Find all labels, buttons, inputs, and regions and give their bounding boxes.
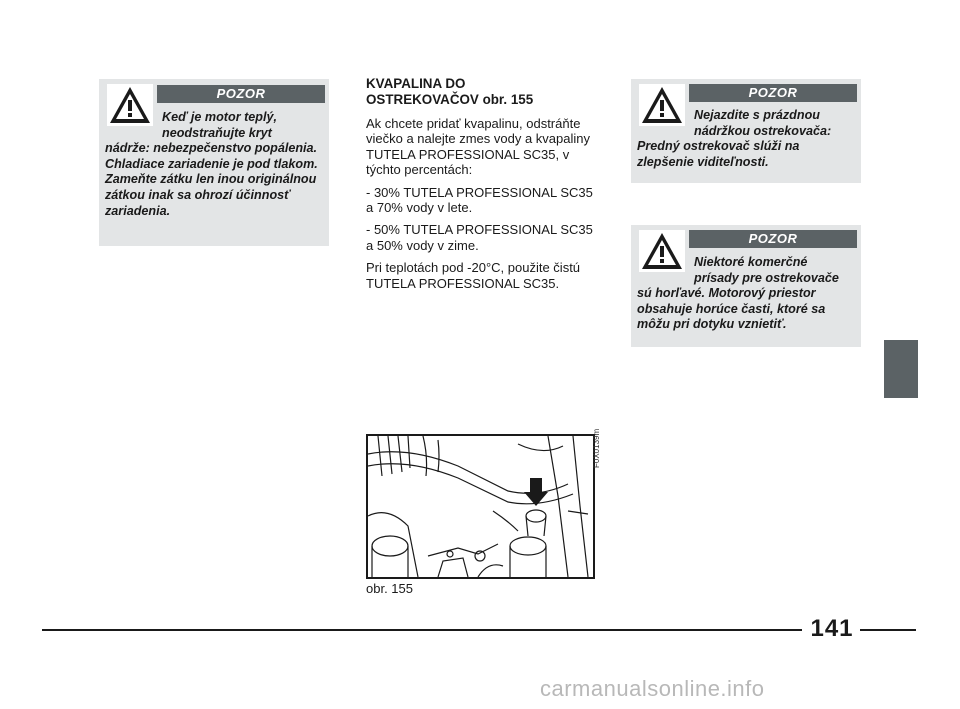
paragraph-intro: Ak chcete pridať kvapalinu, odstráňte viečko a nalejte zmes vody a kvapaliny TUTELA PROFESSIONAL SC35, v týchto percentách: <box>366 116 591 178</box>
figure-caption: obr. 155 <box>366 581 413 596</box>
paragraph-winter: - 50% TUTELA PROFESSIONAL SC35 a 50% vody v zime. <box>366 222 593 253</box>
figure-code: F0X0139m <box>592 428 601 468</box>
chapter-tab <box>884 340 918 398</box>
warning-text: Nejazdite s prázdnou nádržkou ostrekovača: Predný ostrekovač slúži na zlepšenie viditeľnosti. <box>637 108 832 169</box>
page-number: 141 <box>810 615 854 642</box>
paragraph-cold: Pri teplotách pod -20°C, použite čistú TUTELA PROFESSIONAL SC35. <box>366 260 581 291</box>
warning-box-empty-reservoir <box>631 79 861 183</box>
main-text-column <box>366 76 598 298</box>
footer-rule-left <box>42 629 802 631</box>
section-title: KVAPALINA DO OSTREKOVAČOV obr. 155 <box>366 76 534 107</box>
watermark: carmanualsonline.info <box>540 676 765 701</box>
warning-box-hot-engine <box>99 79 329 246</box>
warning-text: Keď je motor teplý, neodstraňujte kryt nádrže: nebezpečenstvo popálenia. Chladiace zariadenie je pod tlakom. Zameňte zátku len inou originálnou zátkou inak sa ohrozí účinnosť zariadenia. <box>105 110 318 218</box>
warning-heading: POZOR <box>689 230 857 248</box>
engine-bay-illustration <box>366 434 595 579</box>
warning-text: Niektoré komerčné prísady pre ostrekovače sú horľavé. Motorový priestor obsahuje horúce časti, ktoré sa môžu pri dotyku vznietiť. <box>637 255 839 332</box>
footer-rule-right <box>860 629 916 631</box>
warning-heading: POZOR <box>157 85 325 103</box>
warning-heading: POZOR <box>689 84 857 102</box>
warning-box-flammable-additives <box>631 225 861 347</box>
paragraph-summer: - 30% TUTELA PROFESSIONAL SC35 a 70% vody v lete. <box>366 184 593 216</box>
